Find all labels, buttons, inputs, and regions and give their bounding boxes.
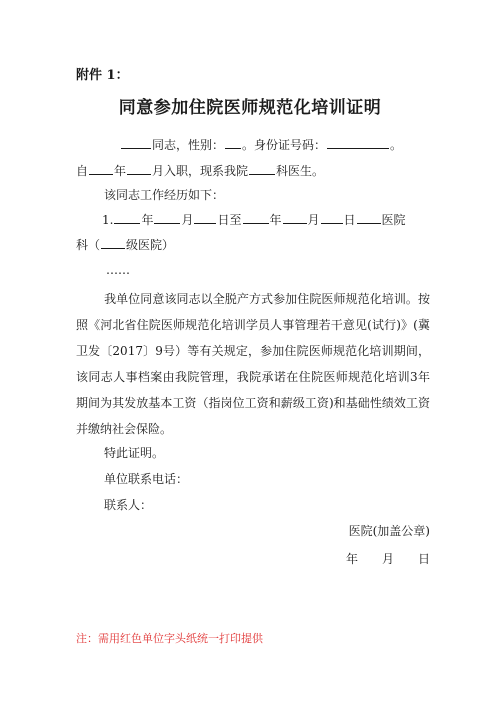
identity-line: 同志，性别： 。身份证号码： 。	[76, 132, 428, 158]
certify-line: 特此证明。	[104, 446, 165, 460]
entry-line: 自 年 月入职，现系我院 科医生。	[76, 164, 325, 178]
history-item-1: 1. 年 月 日至 年 月 日 医院	[102, 213, 406, 227]
history-item-1-cont: 科（ 级医院）	[76, 238, 175, 252]
attachment-label: 附件 1：	[76, 68, 129, 83]
main-paragraph: 我单位同意该同志以全脱产方式参加住院医师规范化培训。按照《河北省住院医师规范化培训学员人事管理若干意见(试行)》(冀卫发〔2017〕9号）等有关规定，参加住院医师规范化培训期间，该同志人事档案由我院管理，我院承诺在住院医师规范化培训3年期间为其发放基本工资（指岗位工资和薪级工资)和基础性绩效工资并缴纳社会保险。	[76, 292, 430, 436]
hospital-seal: 医院(加盖公章)	[348, 524, 430, 538]
document-title: 同意参加住院医师规范化培训证明	[118, 98, 382, 118]
contact-phone: 单位联系电话：	[104, 472, 189, 486]
ellipsis: ……	[106, 263, 130, 277]
name-blank	[121, 137, 151, 149]
entry-month-blank	[127, 163, 151, 175]
department-blank	[249, 163, 275, 175]
id-blank	[327, 137, 389, 149]
footnote: 注：需用红色单位字头纸统一打印提供	[76, 632, 263, 645]
signature-date: 年 月 日	[345, 552, 430, 566]
history-intro: 该同志工作经历如下：	[104, 188, 225, 202]
id-label: 。身份证号码：	[242, 138, 327, 152]
entry-year-blank	[89, 163, 113, 175]
contact-person: 联系人：	[104, 498, 153, 512]
gender-label: 同志，性别：	[152, 138, 225, 152]
hospital-level-blank	[101, 237, 125, 249]
gender-blank	[225, 137, 241, 149]
